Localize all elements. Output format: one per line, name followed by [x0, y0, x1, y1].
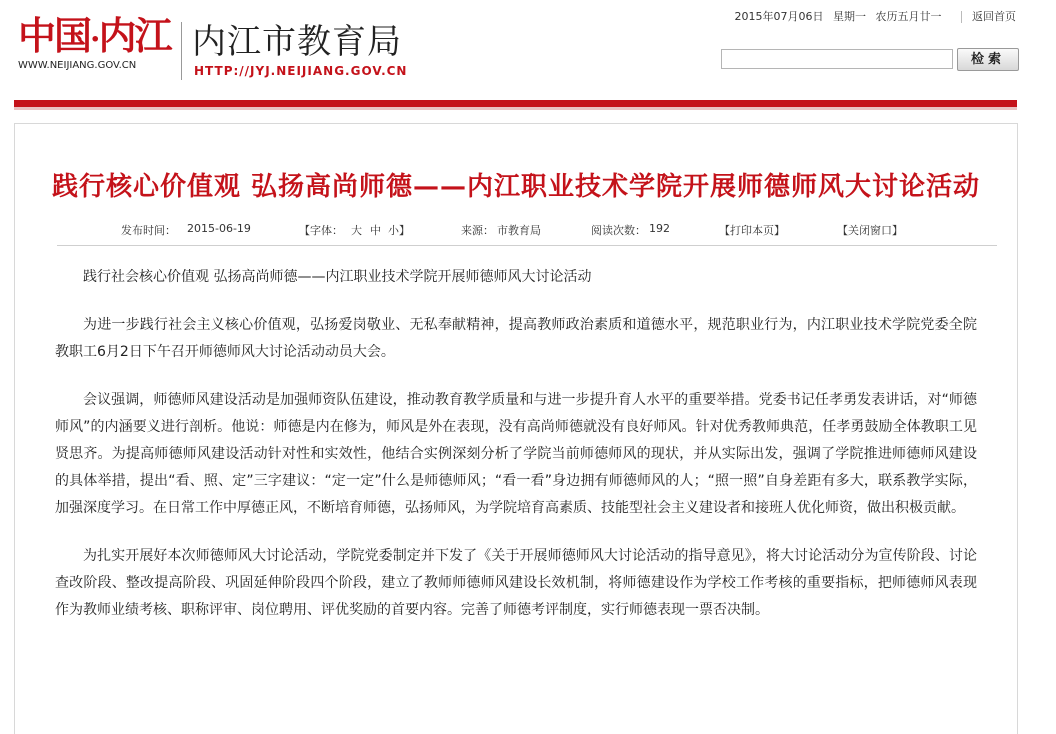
source-label: 来源：	[461, 224, 494, 237]
views-count: 192	[649, 222, 670, 235]
search-input[interactable]	[721, 49, 953, 69]
article-container	[14, 123, 1018, 734]
publish-label: 发布时间：	[121, 224, 176, 237]
site-title: 内江市教育局	[192, 22, 402, 62]
header-red-bar	[14, 100, 1017, 107]
font-size-label: 【字体：	[299, 224, 343, 237]
logo-text-china: 中国	[18, 13, 91, 58]
current-date: 2015年07月06日	[734, 10, 824, 23]
search-button[interactable]: 检索	[957, 48, 1019, 71]
article-paragraph: 会议强调，师德师风建设活动是加强师资队伍建设，推动教育教学质量和与进一步提升育人水平的重要举措。党委书记任孝勇发表讲话，对“师德师风”的内涵要义进行剖析。他说：师德是内在修为，师风是外在表现，没有高尚师德就没有良好师风。针对优秀教师典范，任孝勇鼓励全体教职工见贤思齐。为提高师德师风建设活动针对性和实效性，他结合实例深刻分析了学院当前师德师风的现状，并从实际出发，强调了学院推进师德师风建设的具体举措，提出“看、照、定”三字建议：“定一定”什么是师德师风；“看一看”身边拥有师德师风的人；“照一照”自身差距有多大，联系教学实际，加强深度学习。在日常工作中厚德正风，不断培育师德，弘扬师风，为学院培育高素质、技能型社会主义建设者和接班人优化师资，做出积极贡献。	[55, 392, 977, 516]
font-size-small[interactable]: 小】	[388, 224, 410, 237]
neijiang-logo[interactable]	[18, 14, 178, 74]
lunar-date: 农历五月廿一	[875, 10, 942, 23]
logo-text-neijiang: 内江	[98, 13, 171, 58]
article-body	[55, 264, 977, 645]
logo-url: WWW.NEIJIANG.GOV.CN	[18, 60, 137, 71]
article-paragraph: 为扎实开展好本次师德师风大讨论活动，学院党委制定并下发了《关于开展师德师风大讨论活动的指导意见》，将大讨论活动分为宣传阶段、讨论查改阶段、整改提高阶段、巩固延伸阶段四个阶段，建立了教师师德师风建设长效机制，将师德建设作为学校工作考核的重要指标，把师德师风表现作为教师业绩考核、职称评审、岗位聘用、评优奖励的首要内容。完善了师德考评制度，实行师德表现一票否决制。	[55, 548, 977, 618]
article-paragraph: 践行社会核心价值观 弘扬高尚师德——内江职业技术学院开展师德师风大讨论活动	[83, 269, 592, 285]
site-header	[0, 0, 1056, 100]
article-meta	[15, 222, 1017, 238]
font-size-large[interactable]: 大	[351, 224, 362, 237]
logo-divider	[181, 22, 182, 80]
print-page-link[interactable]: 【打印本页】	[719, 224, 785, 237]
top-info-bar	[729, 8, 1017, 24]
article-title: 践行核心价值观 弘扬高尚师德——内江职业技术学院开展师德师风大讨论活动	[51, 172, 981, 202]
logo-wordmark	[18, 14, 178, 62]
publish-date: 2015-06-19	[187, 222, 251, 235]
views-label: 阅读次数：	[591, 224, 646, 237]
site-url: HTTP://JYJ.NEIJIANG.GOV.CN	[194, 64, 408, 78]
logo-dot: ·	[90, 22, 99, 57]
source-value: 市教育局	[497, 224, 541, 237]
header-red-bar-shadow	[14, 107, 1017, 110]
top-info-divider	[961, 11, 962, 23]
meta-divider	[57, 245, 997, 246]
close-window-link[interactable]: 【关闭窗口】	[837, 224, 903, 237]
home-link[interactable]: 返回首页	[972, 10, 1016, 23]
article-paragraph: 为进一步践行社会主义核心价值观，弘扬爱岗敬业、无私奉献精神，提高教师政治素质和道德水平，规范职业行为，内江职业技术学院党委全院教职工6月2日下午召开师德师风大讨论活动动员大会。	[55, 317, 977, 360]
font-size-medium[interactable]: 中	[370, 224, 381, 237]
current-weekday: 星期一	[833, 10, 866, 23]
